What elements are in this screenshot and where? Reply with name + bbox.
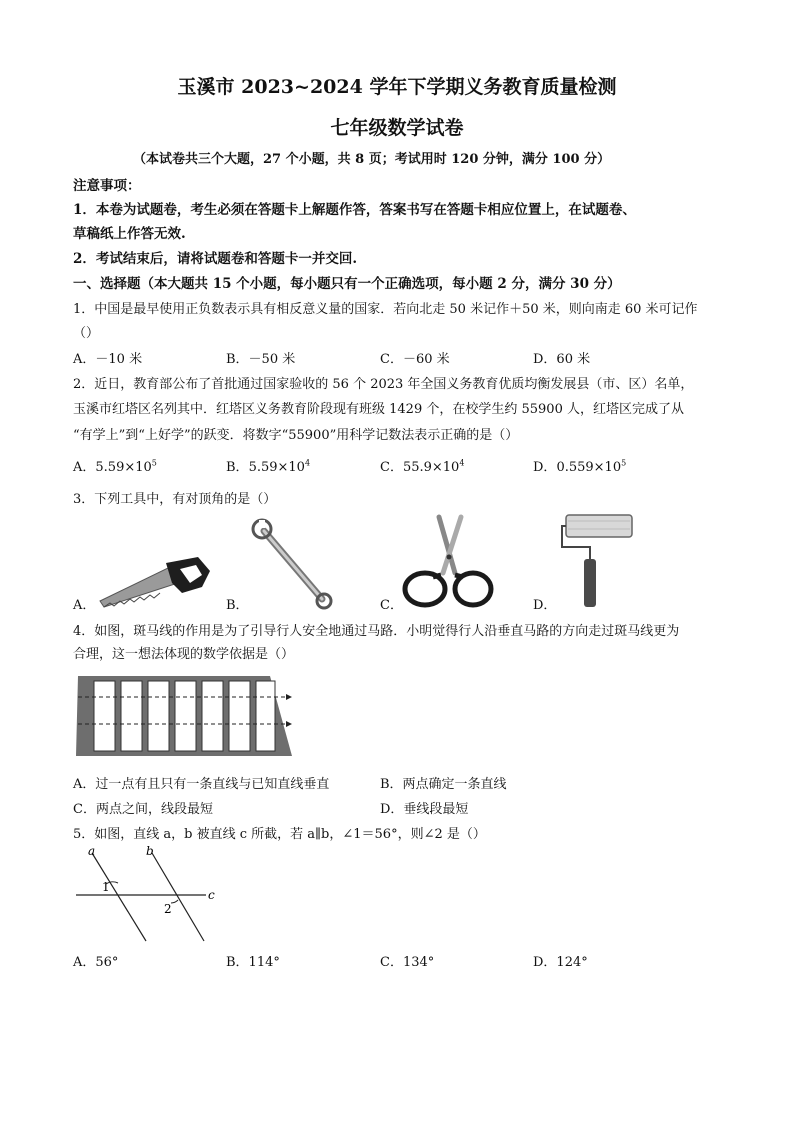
q5-option-d[interactable]: D．124°: [533, 955, 588, 970]
q1-option-c[interactable]: C．－60 米: [380, 352, 450, 367]
page-title: 玉溪市 2023~2024 学年下学期义务教育质量检测: [177, 76, 617, 98]
q2-option-b[interactable]: [226, 456, 310, 475]
q2-option-c-base: 55.9×10: [402, 460, 460, 475]
zebra-crossing-figure: [74, 672, 296, 760]
q2-option-b-base: 5.59×10: [248, 460, 305, 475]
q2-option-d-exp: 5: [621, 458, 627, 468]
note-item-2: 2．考试结束后，请将试题卷和答题卡一并交回.: [73, 251, 358, 267]
section-heading: 一、选择题（本大题共 15 个小题，每小题只有一个正确选项，每小题 2 分，满分 30 分）: [73, 276, 621, 292]
q2-option-d-base: 0.559×10: [556, 460, 622, 475]
question-2-text-3: “有学上”到“上好学”的跃变．将数字“55900”用科学记数法表示正确的是（）: [73, 428, 519, 443]
q4-option-c[interactable]: C．两点之间，线段最短: [73, 802, 213, 817]
q3-option-d[interactable]: D．: [533, 598, 557, 613]
q3-option-b[interactable]: B．: [226, 598, 249, 613]
exam-info: （本试卷共三个大题，27 个小题，共 8 页；考试用时 120 分钟，满分 100 分）: [133, 152, 611, 167]
q1-option-a[interactable]: A．－10 米: [73, 352, 143, 367]
q2-option-a-label: A．: [73, 460, 96, 475]
q3-option-a[interactable]: A．: [73, 598, 96, 613]
q5-option-b[interactable]: B．114°: [226, 955, 280, 970]
wrench-image: [250, 519, 334, 611]
q1-option-d[interactable]: D．60 米: [533, 352, 591, 367]
note-item-1-cont: 草稿纸上作答无效.: [73, 226, 186, 242]
notes-heading: 注意事项：: [73, 178, 141, 194]
q4-option-d[interactable]: D．垂线段最短: [380, 802, 469, 817]
label-c: c: [208, 888, 215, 902]
saw-image: [98, 553, 214, 607]
question-5-text: 5．如图，直线 a，b 被直线 c 所截，若 a∥b，∠1＝56°，则∠2 是（）: [73, 827, 486, 842]
q3-option-c[interactable]: C．: [380, 598, 403, 613]
q2-option-a-exp: 5: [151, 458, 157, 468]
q1-option-b[interactable]: B．－50 米: [226, 352, 296, 367]
label-b: b: [146, 844, 154, 858]
note-item-1: 1．本卷为试题卷，考生必须在答题卡上解题作答，答案书写在答题卡相应位置上，在试题卷、: [73, 202, 636, 218]
q2-option-d-label: D．: [533, 460, 557, 475]
question-2-text: 2．近日，教育部公布了首批通过国家验收的 56 个 2023 年全国义务教育优质均衡发展县（市、区）名单，: [73, 377, 694, 392]
question-1-bracket: （）: [73, 326, 100, 341]
label-angle-2: 2: [164, 902, 172, 916]
paint-roller-image: [560, 513, 636, 609]
question-4-text: 4．如图，斑马线的作用是为了引导行人安全地通过马路．小明觉得行人沿垂直马路的方向走过斑马线更为: [73, 624, 680, 639]
question-1-text: 1．中国是最早使用正负数表示具有相反意义量的国家．若向北走 50 米记作＋50 米，则向南走 60 米可记作: [73, 302, 698, 317]
q2-option-b-exp: 4: [304, 458, 311, 468]
page-subtitle: 七年级数学试卷: [330, 117, 464, 139]
q5-option-a[interactable]: A．56°: [73, 955, 119, 970]
q2-option-c-exp: 4: [459, 458, 465, 468]
q2-option-b-label: B．: [226, 460, 249, 475]
q2-option-d[interactable]: [533, 456, 626, 475]
q5-option-c[interactable]: C．134°: [380, 955, 435, 970]
q2-option-a[interactable]: [73, 456, 157, 475]
label-a: a: [88, 844, 96, 858]
scissors-image: [403, 515, 495, 607]
q2-option-c-label: C．: [380, 460, 403, 475]
q4-option-b[interactable]: B．两点确定一条直线: [380, 777, 507, 792]
q4-option-a[interactable]: A．过一点有且只有一条直线与已知直线垂直: [73, 777, 330, 792]
label-angle-1: 1: [102, 880, 110, 894]
parallel-lines-figure: [74, 843, 224, 943]
q2-option-a-base: 5.59×10: [95, 460, 152, 475]
q2-option-c[interactable]: [380, 456, 464, 475]
question-3-text: 3．下列工具中，有对顶角的是（）: [73, 492, 277, 507]
question-4-text-2: 合理，这一想法体现的数学依据是（）: [73, 647, 295, 662]
question-2-text-2: 玉溪市红塔区名列其中．红塔区义务教育阶段现有班级 1429 个，在校学生约 55900 人，红塔区完成了从: [73, 402, 684, 417]
